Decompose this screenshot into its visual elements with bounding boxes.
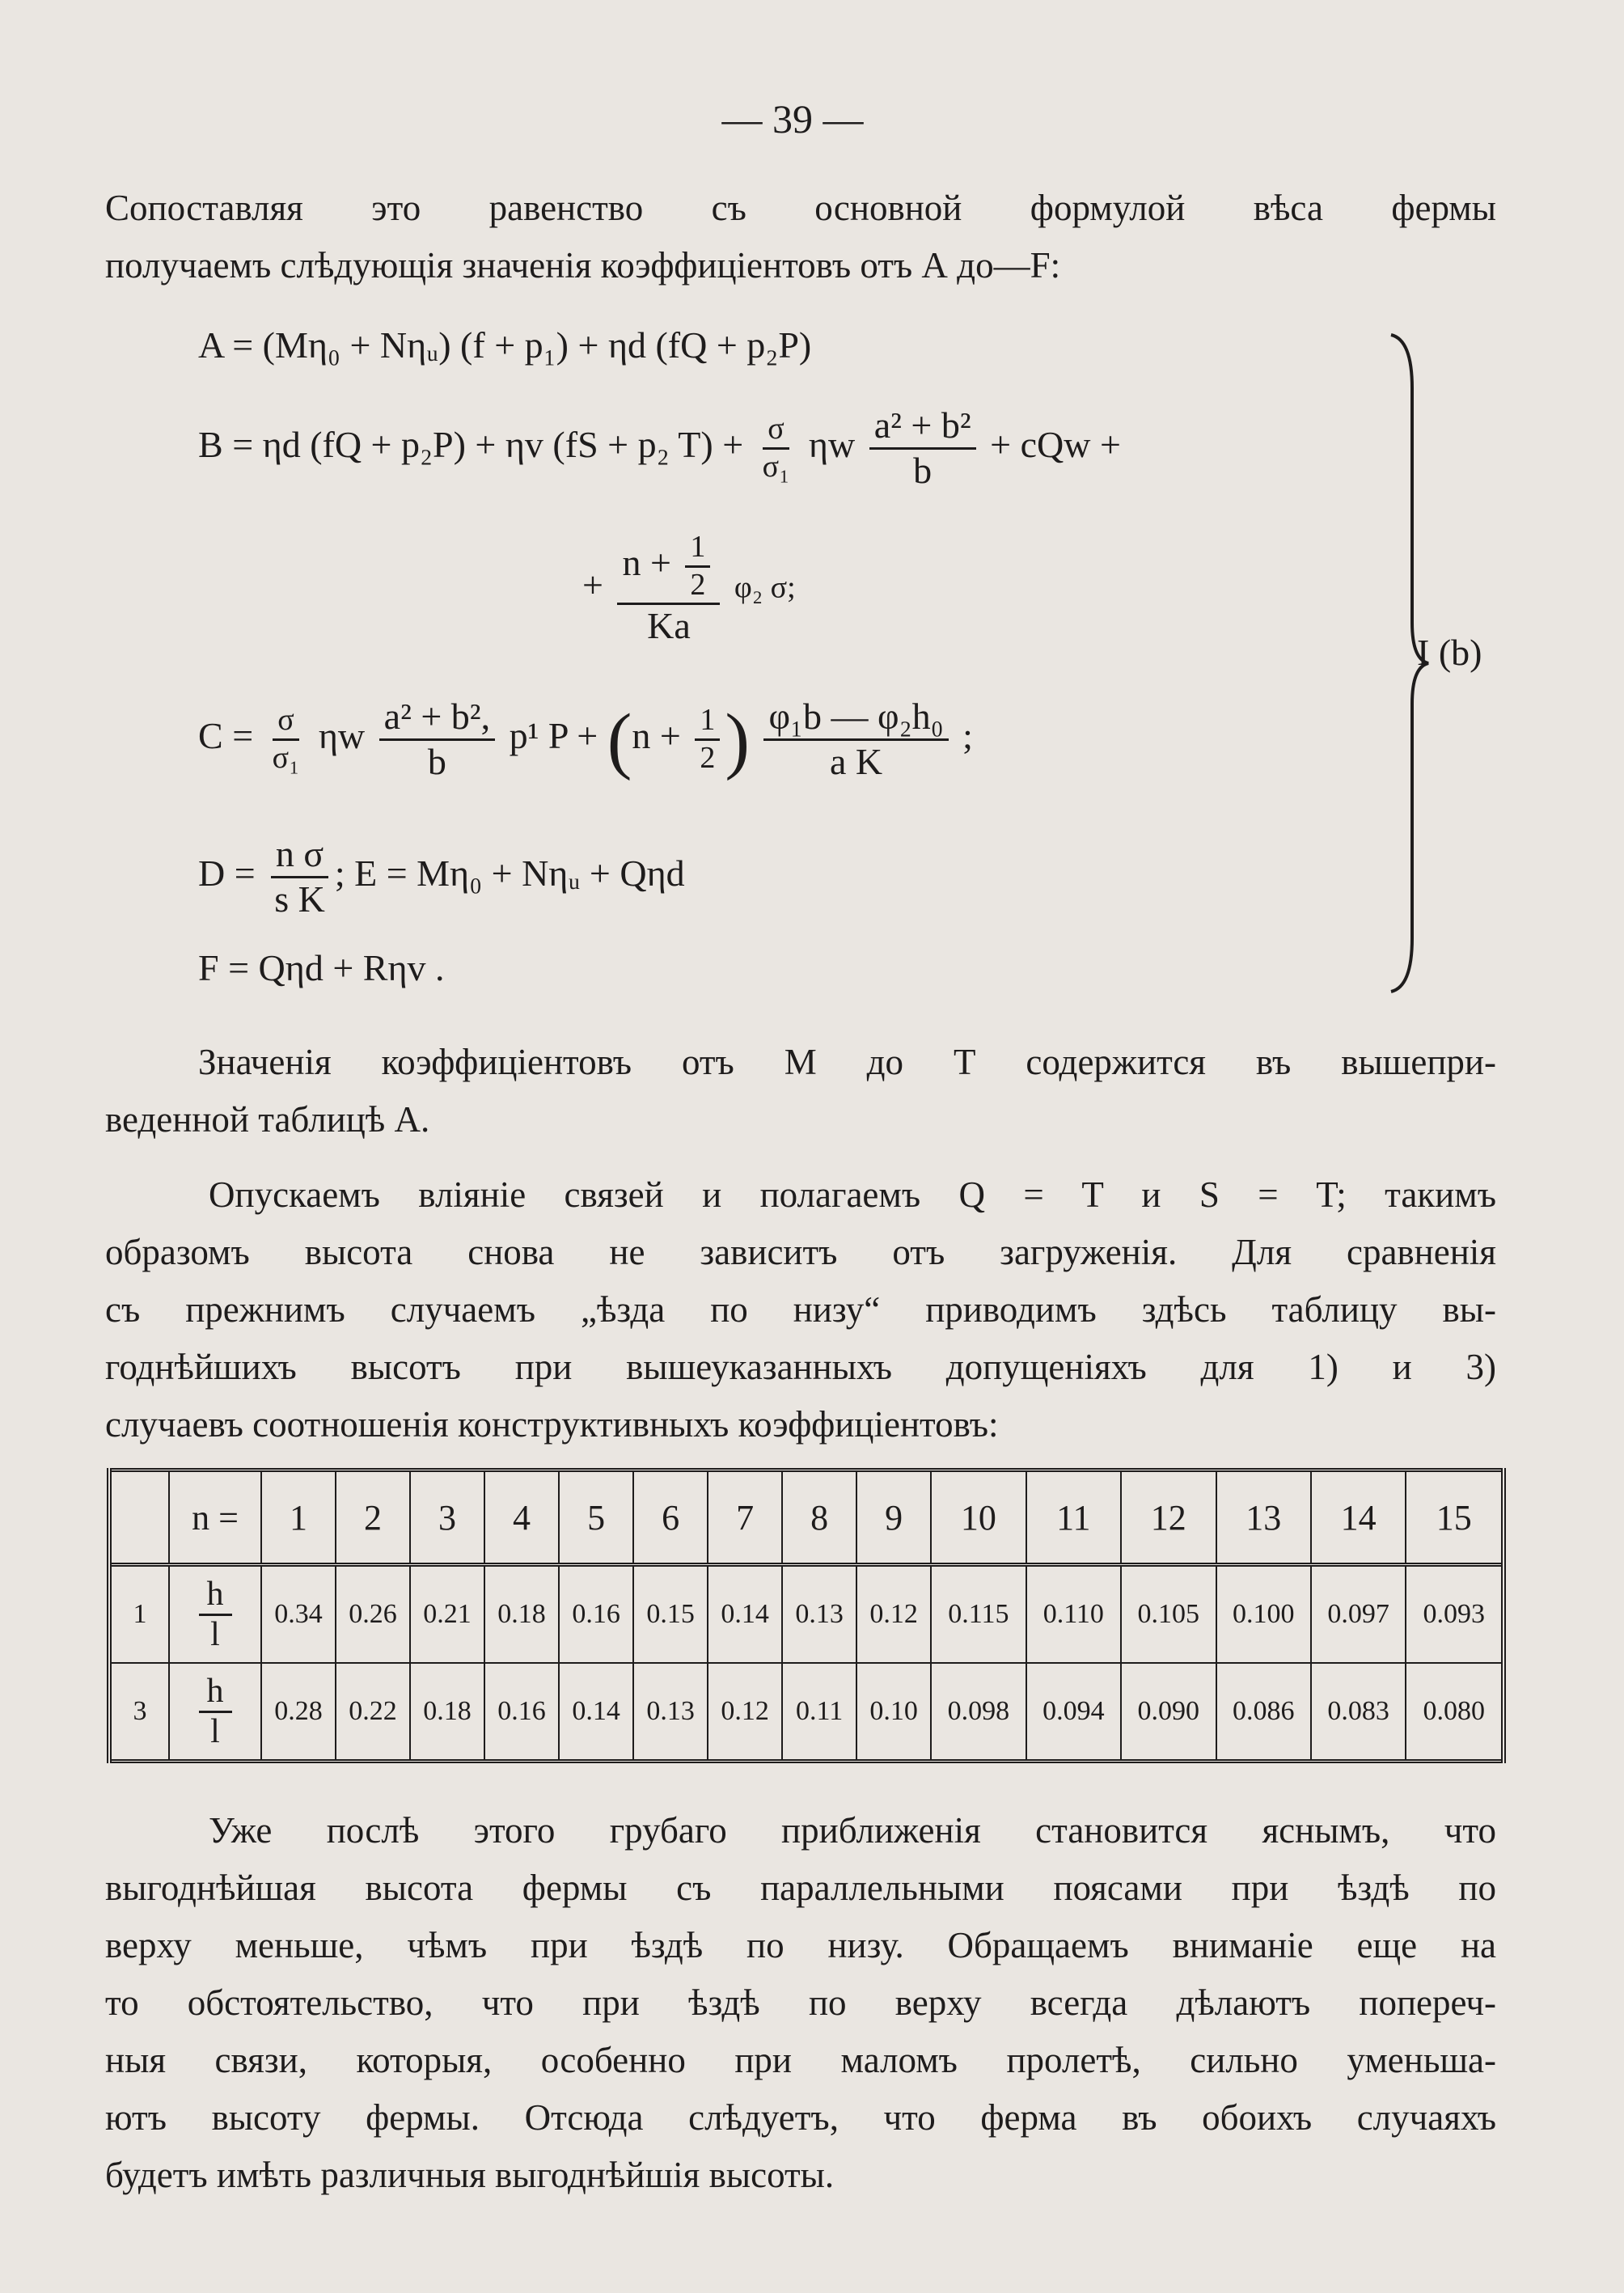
text-line: случаевъ соотношенія конструктивныхъ коэффиціентовъ: xyxy=(105,1404,999,1445)
table-header-row xyxy=(109,1470,1503,1565)
text-line: Уже послѣ этого грубаго приближенія становится яснымъ, что xyxy=(209,1810,1496,1851)
text-line: Сопоставляя это равенство съ основной формулой вѣса фермы xyxy=(105,188,1496,228)
table-cell: 0.14 xyxy=(559,1663,633,1762)
text-line: то обстоятельство, что при ѣздѣ по верху всегда дѣлаютъ попереч- xyxy=(105,1982,1496,2023)
table-cell: 0.18 xyxy=(410,1663,484,1762)
table-row xyxy=(109,1565,1503,1664)
fraction: $\frac{1}{2}$ xyxy=(695,703,720,776)
table-header-cell: 14 xyxy=(1311,1470,1406,1565)
table-header-cell: 15 xyxy=(1406,1470,1503,1565)
table-cell: 0.18 xyxy=(484,1565,559,1664)
table-header-cell: 11 xyxy=(1026,1470,1121,1565)
table-header-cell: 5 xyxy=(559,1470,633,1565)
text-line: годнѣйшихъ высотъ при вышеуказанныхъ допущеніяхъ для 1) и 3) xyxy=(105,1347,1496,1387)
table-cell: 0.28 xyxy=(261,1663,336,1762)
text-line: Опускаемъ вліяніе связей и полагаемъ Q = T и S = T; такимъ xyxy=(209,1174,1496,1215)
equation-f: F = Qηd + Rηv . xyxy=(198,947,445,988)
fraction: $\frac{\sigma}{\text{σ₁}}$ xyxy=(272,703,300,775)
page-number: — 39 — xyxy=(721,96,864,142)
ratio-label: $\frac{h}{l}$ xyxy=(169,1565,261,1664)
text-line: образомъ высота снова не зависитъ отъ загруженія. Для сравненія xyxy=(105,1232,1496,1272)
text-line: Значенія коэффиціентовъ отъ М до Т содержится въ вышепри- xyxy=(198,1042,1496,1082)
equation-d-e: D = $\frac{\text{n σ}}{\text{s K}}$ ; E = Mη₀ + Nηᵤ + Qηd xyxy=(198,833,685,920)
table-header-cell: 4 xyxy=(484,1470,559,1565)
text-line: будетъ имѣть различныя выгоднѣйшія высоты. xyxy=(105,2155,835,2195)
text-line: ютъ высоту фермы. Отсюда слѣдуетъ, что ферма въ обоихъ случаяхъ xyxy=(105,2097,1496,2138)
table-cell: 0.12 xyxy=(856,1565,931,1664)
assumption-paragraph xyxy=(105,1224,1496,1453)
table-header-cell: 12 xyxy=(1121,1470,1216,1565)
equation-a: A = (Mη₀ + Nηᵤ) (f + p₁) + ηd (fQ + p₂P) xyxy=(198,324,812,366)
table-header-cell: 7 xyxy=(708,1470,782,1565)
case-number: 3 xyxy=(109,1663,169,1762)
table-header-cell: 9 xyxy=(856,1470,931,1565)
equation-group-label: I (b) xyxy=(1417,632,1482,673)
table-cell: 0.097 xyxy=(1311,1565,1406,1664)
text-line: съ прежнимъ случаемъ „ѣзда по низу“ приводимъ здѣсь таблицу вы- xyxy=(105,1289,1496,1330)
table-cell: 0.105 xyxy=(1121,1565,1216,1664)
fraction: $\frac{\text{φ₁b — φ₂h₀}}{\text{a K}}$ xyxy=(763,696,948,784)
fraction: $\frac{\sigma}{\text{σ₁}}$ xyxy=(762,412,790,484)
table-cell: 0.13 xyxy=(633,1663,708,1762)
table-cell: 0.11 xyxy=(782,1663,856,1762)
heights-table xyxy=(107,1468,1506,1763)
case-number: 1 xyxy=(109,1565,169,1664)
table-cell: 0.21 xyxy=(410,1565,484,1664)
table-cell: 0.090 xyxy=(1121,1663,1216,1762)
fraction: n + $\frac{1}{2}$ Ka xyxy=(617,530,720,648)
table-cell: 0.086 xyxy=(1216,1663,1311,1762)
fraction: $\frac{\text{a² + b²}}{b}$ xyxy=(869,404,976,493)
table-header-cell: 8 xyxy=(782,1470,856,1565)
coefficients-paragraph-cont xyxy=(105,1091,1496,1149)
fraction: $\frac{\text{n σ}}{\text{s K}}$ xyxy=(269,833,330,921)
table-cell: 0.094 xyxy=(1026,1663,1121,1762)
table-cell: 0.093 xyxy=(1406,1565,1503,1664)
text-line: получаемъ слѣдующія значенія коэффиціентовъ отъ А до—F: xyxy=(105,245,1061,286)
conclusion-paragraph-first xyxy=(209,1802,1496,1859)
table-cell: 0.115 xyxy=(931,1565,1026,1664)
table-cell: 0.22 xyxy=(336,1663,410,1762)
text-line: ныя связи, которыя, особенно при маломъ пролетѣ, сильно уменьша- xyxy=(105,2040,1496,2080)
table-cell: 0.26 xyxy=(336,1565,410,1664)
table-cell: 0.14 xyxy=(708,1565,782,1664)
table-cell: 0.13 xyxy=(782,1565,856,1664)
table-cell: 0.083 xyxy=(1311,1663,1406,1762)
assumption-paragraph-first xyxy=(209,1166,1496,1224)
conclusion-paragraph xyxy=(105,1859,1496,2204)
table-cell: 0.110 xyxy=(1026,1565,1121,1664)
table-header-cell: 2 xyxy=(336,1470,410,1565)
table-cell: 0.16 xyxy=(559,1565,633,1664)
table-cell: 0.16 xyxy=(484,1663,559,1762)
table-header-label: n = xyxy=(169,1470,261,1565)
table-cell: 0.10 xyxy=(856,1663,931,1762)
table-header-cell: 10 xyxy=(931,1470,1026,1565)
table-header-cell: 13 xyxy=(1216,1470,1311,1565)
table-header-cell: 6 xyxy=(633,1470,708,1565)
equation-b-continuation: + n + $\frac{1}{2}$ Ka φ₂ σ; xyxy=(582,530,796,647)
table-header-cell: 1 xyxy=(261,1470,336,1565)
equation-c: C = $\frac{\sigma}{\text{σ₁}}$ ηw $\frac{\text{a² + b²,}}{b}$ p¹ P + (n + $\frac{1}{2}$ ) $\frac{\text{φ₁b — φ₂h₀}}{\text{a K}}$ ; xyxy=(198,696,973,782)
text-line: верху меньше, чѣмъ при ѣздѣ по низу. Обращаемъ вниманіе еще на xyxy=(105,1925,1496,1965)
table-cell: 0.12 xyxy=(708,1663,782,1762)
table-row xyxy=(109,1663,1503,1762)
text-line: веденной таблицѣ А. xyxy=(105,1099,430,1140)
table-cell: 0.098 xyxy=(931,1663,1026,1762)
table-cell: 0.080 xyxy=(1406,1663,1503,1762)
table-cell: 0.100 xyxy=(1216,1565,1311,1664)
table-header-cell: 3 xyxy=(410,1470,484,1565)
ratio-label: $\frac{h}{l}$ xyxy=(169,1663,261,1762)
table-cell: 0.15 xyxy=(633,1565,708,1664)
text-line: выгоднѣйшая высота фермы съ параллельными поясами при ѣздѣ по xyxy=(105,1868,1496,1908)
fraction: $\frac{\text{a² + b²,}}{b}$ xyxy=(379,696,495,784)
equation-b: B = ηd (fQ + p₂P) + ηv (fS + p₂ T) + $\frac{\sigma}{\text{σ₁}}$ ηw $\frac{\text{a² + b²}}{b}$ + cQw + xyxy=(198,404,1121,491)
coefficients-paragraph xyxy=(198,1034,1496,1091)
intro-paragraph xyxy=(105,180,1496,294)
table-cell: 0.34 xyxy=(261,1565,336,1664)
